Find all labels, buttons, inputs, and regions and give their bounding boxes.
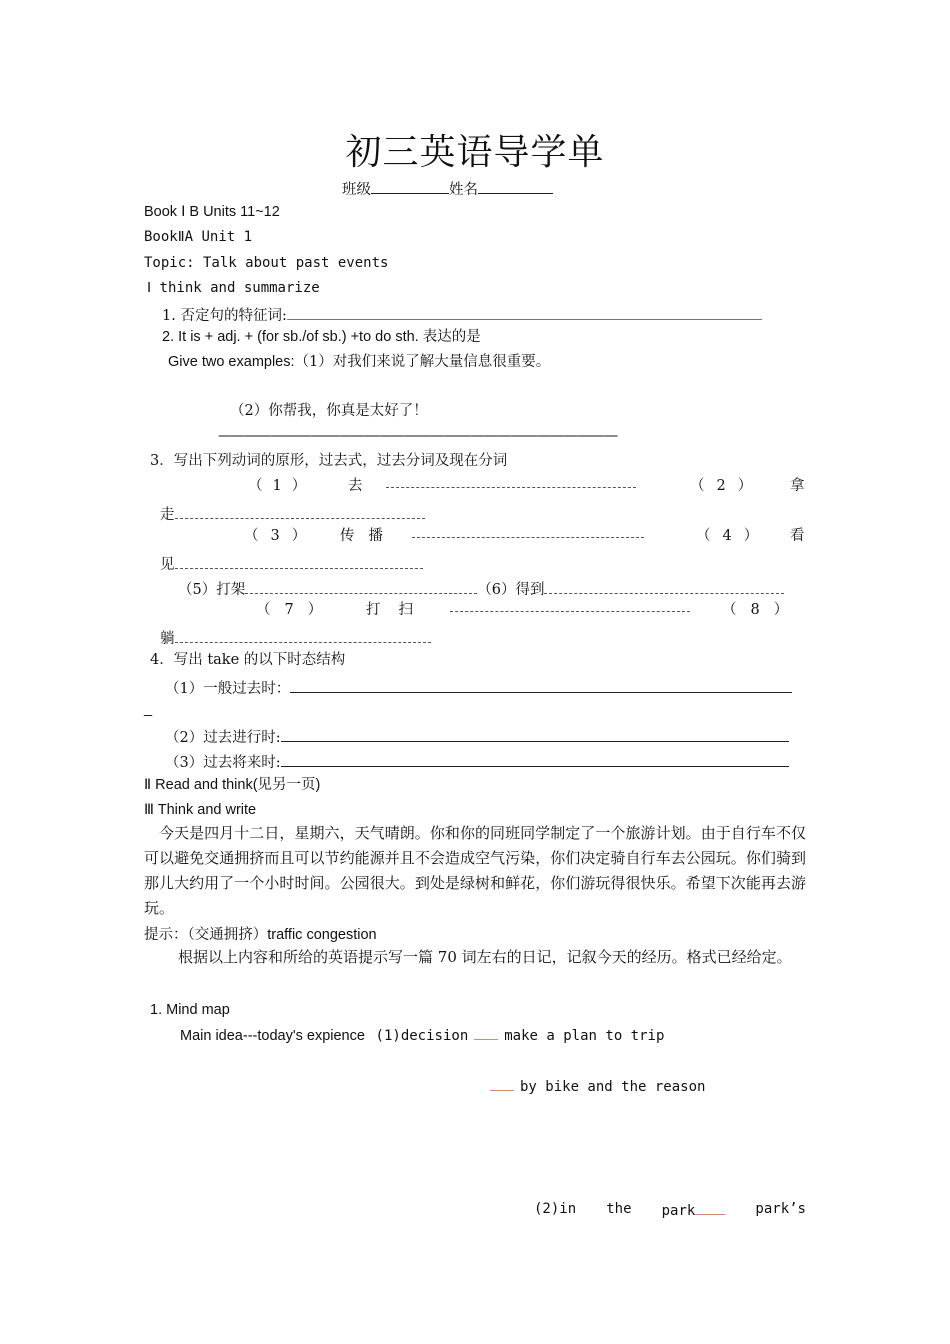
section3-instruction: 根据以上内容和所给的英语提示写一篇 70 词左右的日记，记叙今天的经历。格式已经给定。 xyxy=(178,948,792,966)
q3-item-6-blank[interactable] xyxy=(544,579,784,594)
q2-examples-prefix: Give two examples: xyxy=(168,354,295,370)
q2-examples-line xyxy=(168,355,550,370)
book-unit-line: BookⅡA Unit 1 xyxy=(144,229,253,245)
q3-item-1-num: （1） xyxy=(248,478,317,494)
name-label: 姓名 xyxy=(449,182,478,198)
q3-item-4-word-first: 看 xyxy=(790,528,805,544)
q3-row-1-wrap xyxy=(160,504,425,523)
q3-item-7-num: （7） xyxy=(256,602,337,618)
mind-map-row-1 xyxy=(180,1027,664,1044)
q4-item-3-label: （3）过去将来时: xyxy=(165,755,281,771)
park-blank[interactable] xyxy=(695,1202,725,1215)
park-word-4: park’s xyxy=(755,1201,806,1217)
section2-heading: Ⅱ Read and think(见另一页) xyxy=(144,777,321,793)
q3-item-3-num: （3） xyxy=(244,528,319,544)
park-word-3: park xyxy=(661,1203,696,1219)
q3-item-8-word: 躺 xyxy=(160,631,175,647)
mind-map-heading: 1. Mind map xyxy=(150,1002,230,1018)
q3-row-4-wrap xyxy=(160,628,431,647)
q1-blank[interactable] xyxy=(287,305,762,320)
decision-tail: make a plan to trip xyxy=(504,1028,665,1044)
decision-label: (1)decision xyxy=(375,1028,469,1044)
q3-item-8-num: （8） xyxy=(722,602,803,618)
section3-paragraph: 今天是四月十二日，星期六，天气晴朗。你和你的同班同学制定了一个旅游计划。由于自行车不仅可以避免交通拥挤而且可以节约能源并且不会造成空气污染，你们决定骑自行车去公园玩。你们骑到那儿大约用了一个小时时间。公园很大。到处是绿树和鲜花，你们游玩得很快乐。希望下次能再去游玩。 xyxy=(144,824,806,917)
main-idea-label: Main idea---today's expience xyxy=(180,1028,365,1044)
q3-item-2-num: （2） xyxy=(690,478,765,494)
q4-item-2-blank[interactable] xyxy=(281,727,789,742)
class-label: 班级 xyxy=(342,182,371,198)
q2-line: 2. It is + adj. + (for sb./of sb.) +to do sth. 表达的是 xyxy=(162,329,481,345)
q3-item-7-blank[interactable] xyxy=(450,611,690,612)
q3-item-8-blank[interactable] xyxy=(175,628,431,643)
class-name-line xyxy=(342,179,553,198)
bike-blank[interactable] xyxy=(490,1078,514,1091)
q4-item-1-trailing: _ xyxy=(144,701,153,717)
park-word-2: the xyxy=(606,1201,632,1217)
q4-item-3-line xyxy=(165,752,789,771)
q3-item-5-blank[interactable] xyxy=(245,579,477,594)
park-word-3-group xyxy=(662,1202,726,1218)
q3-item-3-blank[interactable] xyxy=(412,537,644,538)
q3-row-2-wrap xyxy=(160,554,423,573)
q3-item-2-word-first: 拿 xyxy=(790,478,805,494)
q4-item-3-blank[interactable] xyxy=(281,752,789,767)
q3-item-1-blank[interactable] xyxy=(386,487,636,488)
decision-blank[interactable] xyxy=(474,1027,498,1040)
q1-line xyxy=(162,305,762,324)
book-units-line: Book Ⅰ B Units 11~12 xyxy=(144,204,280,220)
q3-item-7-word: 打扫 xyxy=(366,602,431,618)
section1-heading: Ⅰ think and summarize xyxy=(147,280,320,296)
q4-item-2-label: （2）过去进行时: xyxy=(165,730,281,746)
q3-item-4-num: （4） xyxy=(696,528,771,544)
q3-item-6-num: （6） xyxy=(477,582,516,598)
q3-item-5-num: （5） xyxy=(178,582,217,598)
q1-label: 1. 否定句的特征词: xyxy=(162,308,287,324)
mind-map-row-3 xyxy=(534,1202,806,1218)
q3-item-4-blank[interactable] xyxy=(175,554,423,569)
q3-item-2-blank[interactable] xyxy=(175,504,425,519)
q3-item-4-word-rest: 见 xyxy=(160,557,175,573)
class-blank[interactable] xyxy=(371,179,449,194)
q3-heading: 3．写出下列动词的原形，过去式，过去分词及现在分词 xyxy=(150,453,508,469)
q3-item-6-word: 得到 xyxy=(515,582,545,598)
name-blank[interactable] xyxy=(478,179,553,194)
q3-item-1-word: 去 xyxy=(348,478,363,494)
page-title: 初三英语导学单 xyxy=(345,132,605,173)
q3-item-2-word-rest: 走 xyxy=(160,507,175,523)
q2-example-1: （1）对我们来说了解大量信息很重要。 xyxy=(294,354,551,370)
q2-example-2: （2）你帮我，你真是太好了！ xyxy=(230,403,428,419)
q3-row-3 xyxy=(178,579,784,598)
q4-item-2-line xyxy=(165,727,789,746)
q4-item-1-blank[interactable] xyxy=(290,678,792,693)
q3-item-5-word: 打架 xyxy=(216,582,246,598)
park-word-1: (2)in xyxy=(534,1201,577,1217)
bike-reason: by bike and the reason xyxy=(520,1079,706,1095)
mind-map-row-2 xyxy=(484,1078,705,1095)
q4-heading-text: 4．写出 take 的以下时态结构 xyxy=(150,652,346,668)
hint-text: 提示：（交通拥挤）traffic congestion xyxy=(144,927,377,943)
q4-heading xyxy=(150,653,345,668)
q2-answer-dash-line[interactable]: —————————————————————————————— xyxy=(218,428,618,444)
section3-hint xyxy=(144,928,377,943)
q4-item-1-label: （1）一般过去时： xyxy=(165,681,291,697)
section3-heading: Ⅲ Think and write xyxy=(144,802,257,818)
q4-item-1-line xyxy=(165,678,792,697)
q3-item-3-word: 传播 xyxy=(340,528,397,544)
topic-line: Topic: Talk about past events xyxy=(144,255,389,271)
